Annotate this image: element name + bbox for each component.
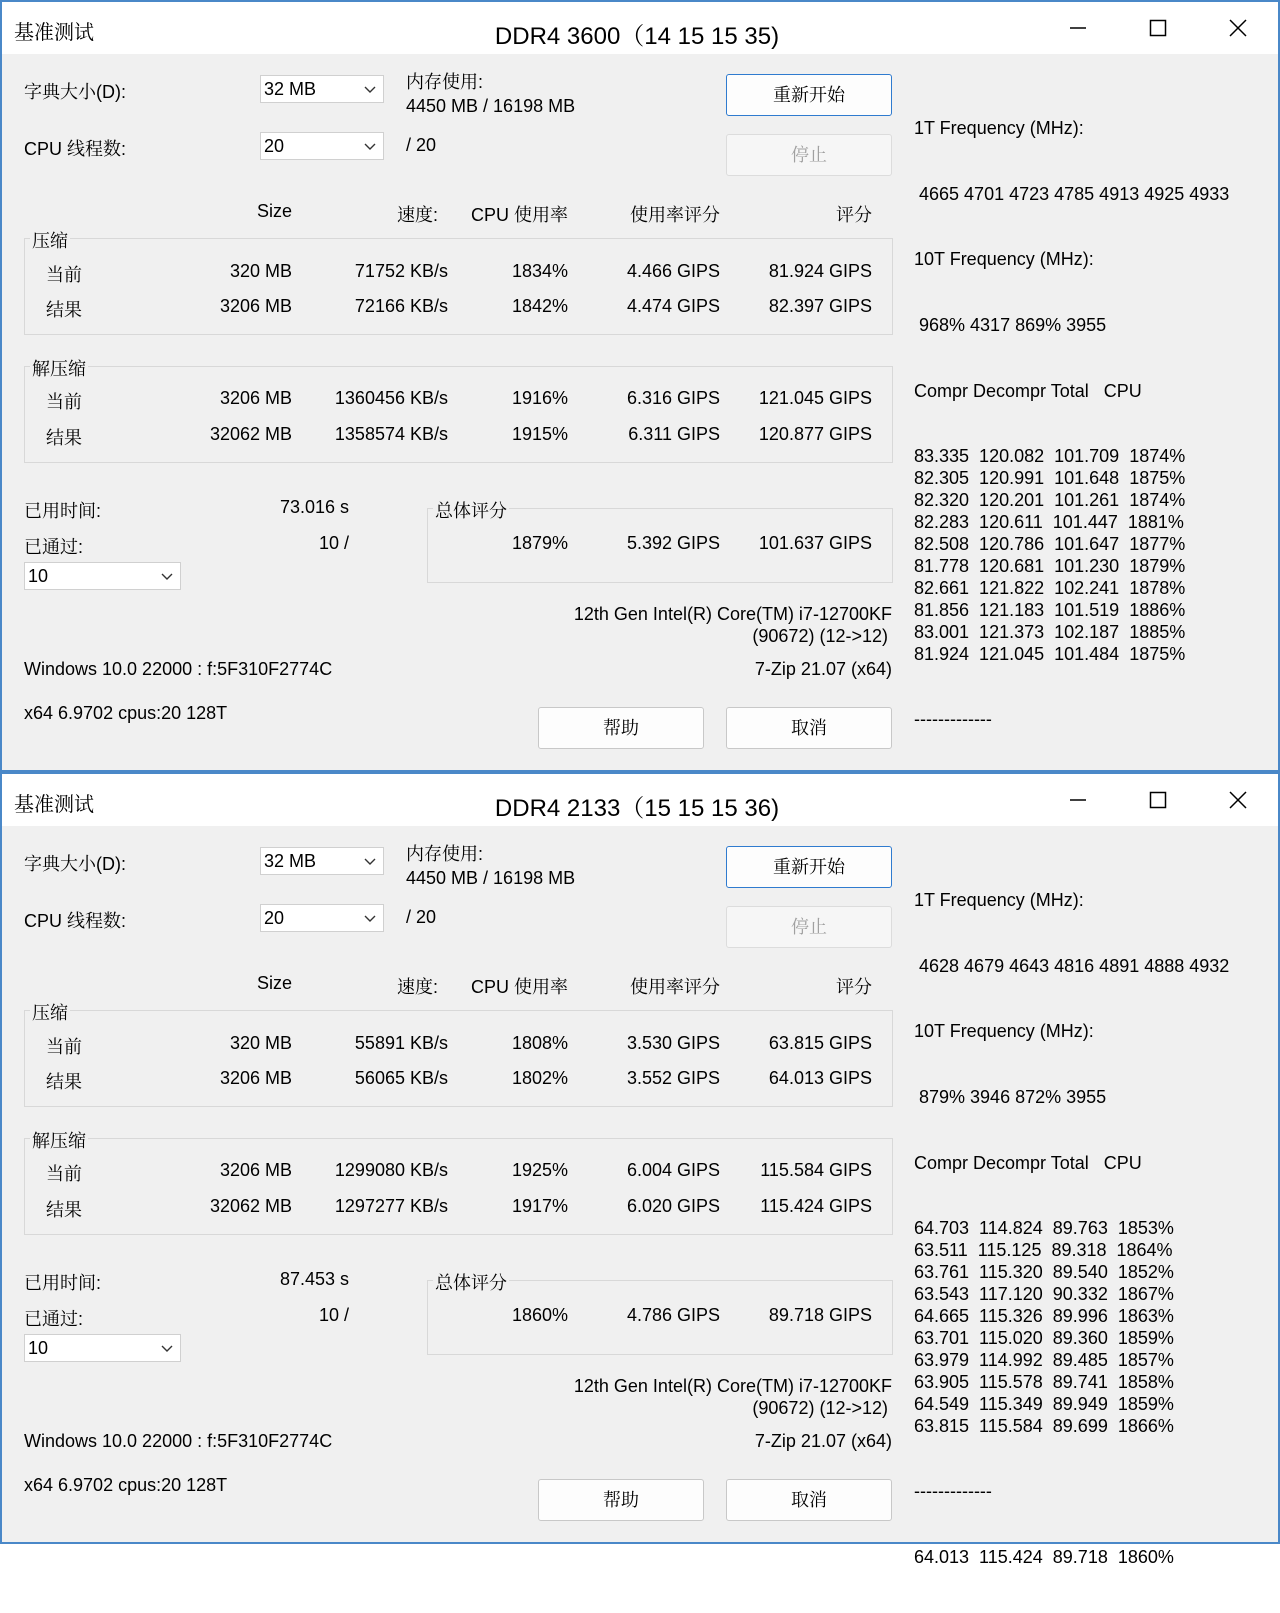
log-row: 63.511 115.125 89.318 1864% (914, 1240, 1173, 1261)
decompression-group (24, 1138, 893, 1235)
log-rows (914, 1218, 1229, 1437)
log-row: 82.305 120.991 101.648 1875% (914, 468, 1186, 489)
cpu-threads-label: CPU 线程数: (24, 139, 127, 159)
restart-button[interactable]: 重新开始 (726, 74, 892, 116)
memory-usage-label: 内存使用: (406, 844, 484, 864)
passed-value: 10 / (318, 533, 349, 553)
elapsed-time-value: 73.016 s (279, 497, 349, 517)
row-rating: 121.045 GIPS (758, 388, 872, 408)
cpu-id: (90672) (12->12) (752, 626, 888, 646)
row-speed: 71752 KB/s (354, 261, 448, 281)
decompression-group (24, 366, 893, 463)
total-cpu-usage: 1860% (511, 1305, 568, 1325)
cpu-threads-value: 20 (264, 908, 285, 928)
maximize-icon (1148, 790, 1168, 810)
compression-title: 压缩 (30, 999, 70, 1025)
chevron-down-icon (363, 854, 377, 868)
total-rating-title: 总体评分 (433, 497, 509, 523)
dictionary-size-label: 字典大小(D): (24, 82, 126, 102)
minimize-icon (1068, 18, 1088, 38)
log-panel (914, 74, 1229, 841)
row-cpu-usage: 1802% (511, 1068, 568, 1088)
row-speed: 55891 KB/s (354, 1033, 448, 1053)
chevron-down-icon (363, 139, 377, 153)
log-row: 83.001 121.373 102.187 1885% (914, 621, 1186, 642)
row-speed: 1299080 KB/s (334, 1160, 448, 1180)
passed-label: 已通过: (24, 1309, 84, 1329)
row-rating-usage: 6.004 GIPS (626, 1160, 720, 1180)
row-label: 当前 (46, 392, 82, 412)
log-row: 63.979 114.992 89.485 1857% (914, 1349, 1174, 1370)
chevron-down-icon (160, 1341, 174, 1355)
row-size: 3206 MB (219, 388, 292, 408)
row-rating: 64.013 GIPS (768, 1068, 872, 1088)
header-cpu-usage: CPU 使用率 (470, 205, 568, 225)
log-rows (914, 446, 1229, 665)
benchmark-window-2 (0, 772, 1280, 1567)
memory-usage-value: 4450 MB / 16198 MB (406, 96, 576, 116)
title-bar[interactable] (2, 2, 1278, 54)
maximize-icon (1148, 18, 1168, 38)
memory-usage-value: 4450 MB / 16198 MB (406, 868, 576, 888)
compression-group (24, 1010, 893, 1107)
row-cpu-usage: 1842% (511, 296, 568, 316)
close-button[interactable] (1208, 780, 1268, 820)
total-cpu-usage: 1879% (511, 533, 568, 553)
log-row: 64.703 114.824 89.763 1853% (914, 1218, 1174, 1239)
log-row: 82.661 121.822 102.241 1878% (914, 577, 1186, 598)
row-size: 32062 MB (209, 1196, 292, 1216)
row-cpu-usage: 1916% (511, 388, 568, 408)
log-row: 63.701 115.020 89.360 1859% (914, 1327, 1174, 1348)
row-cpu-usage: 1834% (511, 261, 568, 281)
header-rating-usage: 使用率评分 (630, 977, 720, 997)
chevron-down-icon (363, 911, 377, 925)
log-separator: ------------- (914, 1481, 992, 1502)
row-label: 结果 (46, 1200, 82, 1220)
chevron-down-icon (363, 82, 377, 96)
row-speed: 1297277 KB/s (334, 1196, 448, 1216)
dictionary-size-select[interactable] (260, 847, 384, 875)
benchmark-window-1 (0, 0, 1280, 772)
log-row: 63.815 115.584 89.699 1866% (914, 1415, 1174, 1436)
row-cpu-usage: 1915% (511, 424, 568, 444)
row-size: 3206 MB (219, 1068, 292, 1088)
minimize-icon (1068, 790, 1088, 810)
help-button[interactable]: 帮助 (538, 707, 704, 749)
decompression-title: 解压缩 (30, 1127, 88, 1153)
passed-label: 已通过: (24, 537, 84, 557)
row-speed: 1360456 KB/s (334, 388, 448, 408)
log-row: 82.508 120.786 101.647 1877% (914, 534, 1186, 555)
row-label: 结果 (46, 300, 82, 320)
elapsed-time-label: 已用时间: (24, 1273, 102, 1293)
row-cpu-usage: 1808% (511, 1033, 568, 1053)
dictionary-size-label: 字典大小(D): (24, 854, 126, 874)
row-cpu-usage: 1925% (511, 1160, 568, 1180)
passes-select[interactable] (24, 562, 181, 590)
cpu-threads-select[interactable] (260, 904, 384, 932)
freq-10t-values: 879% 3946 872% 3955 (914, 1086, 1107, 1107)
stop-button[interactable]: 停止 (726, 134, 892, 176)
header-rating: 评分 (836, 205, 872, 225)
row-label: 结果 (46, 1072, 82, 1092)
compression-title: 压缩 (30, 227, 70, 253)
log-row: 81.856 121.183 101.519 1886% (914, 599, 1186, 620)
row-rating: 63.815 GIPS (768, 1033, 872, 1053)
elapsed-time-label: 已用时间: (24, 501, 102, 521)
cpu-threads-value: 20 (264, 136, 285, 156)
close-icon (1228, 18, 1248, 38)
row-label: 当前 (46, 265, 82, 285)
zip-version: 7-Zip 21.07 (x64) (754, 1431, 892, 1451)
log-row: 63.543 117.120 90.332 1867% (914, 1284, 1174, 1305)
app-title: 基准测试 (14, 794, 94, 816)
cpu-threads-label: CPU 线程数: (24, 911, 127, 931)
memory-usage-label: 内存使用: (406, 72, 484, 92)
row-rating: 115.584 GIPS (760, 1160, 872, 1180)
title-bar[interactable] (2, 774, 1278, 826)
header-rating-usage: 使用率评分 (630, 205, 720, 225)
row-rating-usage: 6.316 GIPS (626, 388, 720, 408)
zip-version: 7-Zip 21.07 (x64) (754, 659, 892, 679)
row-speed: 72166 KB/s (354, 296, 448, 316)
row-size: 320 MB (229, 1033, 292, 1053)
total-rating-title: 总体评分 (433, 1269, 509, 1295)
cpu-name: 12th Gen Intel(R) Core(TM) i7-12700KF (573, 604, 892, 624)
passes-value: 10 (28, 1338, 49, 1358)
header-speed: 速度: (396, 205, 438, 225)
close-icon (1228, 790, 1248, 810)
header-size: Size (256, 201, 292, 221)
row-size: 3206 MB (219, 1160, 292, 1180)
cpu-name: 12th Gen Intel(R) Core(TM) i7-12700KF (573, 1376, 892, 1396)
stop-button[interactable]: 停止 (726, 906, 892, 948)
row-label: 当前 (46, 1164, 82, 1184)
passes-select[interactable] (24, 1334, 181, 1362)
minimize-button[interactable] (1048, 780, 1108, 820)
freq-1t-label: 1T Frequency (MHz): (914, 889, 1084, 910)
help-button[interactable]: 帮助 (538, 1479, 704, 1521)
row-rating: 120.877 GIPS (758, 424, 872, 444)
row-rating-usage: 4.474 GIPS (626, 296, 720, 316)
row-label: 当前 (46, 1037, 82, 1057)
chevron-down-icon (160, 569, 174, 583)
log-table-header: Compr Decompr Total CPU (914, 1152, 1142, 1173)
log-row: 81.778 120.681 101.230 1879% (914, 555, 1186, 576)
header-size: Size (256, 973, 292, 993)
header-rating: 评分 (836, 977, 872, 997)
log-row: 82.320 120.201 101.261 1874% (914, 490, 1186, 511)
freq-10t-label: 10T Frequency (MHz): (914, 1021, 1094, 1042)
row-rating-usage: 3.552 GIPS (626, 1068, 720, 1088)
row-rating: 115.424 GIPS (760, 1196, 872, 1216)
cancel-button[interactable]: 取消 (726, 1479, 892, 1521)
header-cpu-usage: CPU 使用率 (470, 977, 568, 997)
freq-1t-label: 1T Frequency (MHz): (914, 117, 1084, 138)
row-speed: 56065 KB/s (354, 1068, 448, 1088)
dictionary-size-value: 32 MB (264, 851, 317, 871)
freq-10t-label: 10T Frequency (MHz): (914, 249, 1094, 270)
cpu-id: (90672) (12->12) (752, 1398, 888, 1418)
row-rating: 81.924 GIPS (768, 261, 872, 281)
os-info: Windows 10.0 22000 : f:5F310F2774C (24, 659, 333, 679)
row-size: 32062 MB (209, 424, 292, 444)
minimize-button[interactable] (1048, 8, 1108, 48)
row-size: 3206 MB (219, 296, 292, 316)
window-title: DDR4 2133（15 15 15 36) (494, 795, 780, 822)
log-row: 81.924 121.045 101.484 1875% (914, 643, 1186, 664)
decompression-title: 解压缩 (30, 355, 88, 381)
total-rating: 101.637 GIPS (758, 533, 872, 553)
row-rating: 82.397 GIPS (768, 296, 872, 316)
log-separator: ------------- (914, 709, 992, 730)
total-rating-usage: 4.786 GIPS (626, 1305, 720, 1325)
header-speed: 速度: (396, 977, 438, 997)
row-rating-usage: 6.311 GIPS (628, 424, 720, 444)
app-title: 基准测试 (14, 22, 94, 44)
log-panel (914, 846, 1229, 1613)
cancel-button[interactable]: 取消 (726, 707, 892, 749)
passed-value: 10 / (318, 1305, 349, 1325)
cpu-threads-total: / 20 (406, 135, 437, 155)
row-rating-usage: 3.530 GIPS (626, 1033, 720, 1053)
freq-1t-values: 4628 4679 4643 4816 4891 4888 4932 (914, 955, 1230, 976)
log-summary: 64.013 115.424 89.718 1860% (914, 1547, 1174, 1567)
row-rating-usage: 6.020 GIPS (626, 1196, 720, 1216)
row-label: 结果 (46, 428, 82, 448)
log-row: 63.761 115.320 89.540 1852% (914, 1262, 1174, 1283)
window-title: DDR4 3600（14 15 15 35) (494, 23, 780, 50)
dictionary-size-value: 32 MB (264, 79, 317, 99)
cpu-threads-select[interactable] (260, 132, 384, 160)
log-row: 64.665 115.326 89.996 1863% (914, 1306, 1174, 1327)
log-row: 83.335 120.082 101.709 1874% (914, 446, 1186, 467)
freq-1t-values: 4665 4701 4723 4785 4913 4925 4933 (914, 183, 1230, 204)
log-row: 64.549 115.349 89.949 1859% (914, 1393, 1174, 1414)
row-size: 320 MB (229, 261, 292, 281)
restart-button[interactable]: 重新开始 (726, 846, 892, 888)
cpu-threads-total: / 20 (406, 907, 437, 927)
total-rating: 89.718 GIPS (768, 1305, 872, 1325)
maximize-button[interactable] (1128, 780, 1188, 820)
dictionary-size-select[interactable] (260, 75, 384, 103)
freq-10t-values: 968% 4317 869% 3955 (914, 314, 1107, 335)
log-table-header: Compr Decompr Total CPU (914, 380, 1142, 401)
log-row: 63.905 115.578 89.741 1858% (914, 1371, 1174, 1392)
system-info: x64 6.9702 cpus:20 128T (24, 1475, 228, 1495)
system-info: x64 6.9702 cpus:20 128T (24, 703, 228, 723)
log-row: 82.283 120.611 101.447 1881% (914, 512, 1184, 533)
row-rating-usage: 4.466 GIPS (626, 261, 720, 281)
maximize-button[interactable] (1128, 8, 1188, 48)
compression-group (24, 238, 893, 335)
elapsed-time-value: 87.453 s (279, 1269, 349, 1289)
total-rating-usage: 5.392 GIPS (626, 533, 720, 553)
passes-value: 10 (28, 566, 49, 586)
os-info: Windows 10.0 22000 : f:5F310F2774C (24, 1431, 333, 1451)
close-button[interactable] (1208, 8, 1268, 48)
row-speed: 1358574 KB/s (334, 424, 448, 444)
row-cpu-usage: 1917% (511, 1196, 568, 1216)
